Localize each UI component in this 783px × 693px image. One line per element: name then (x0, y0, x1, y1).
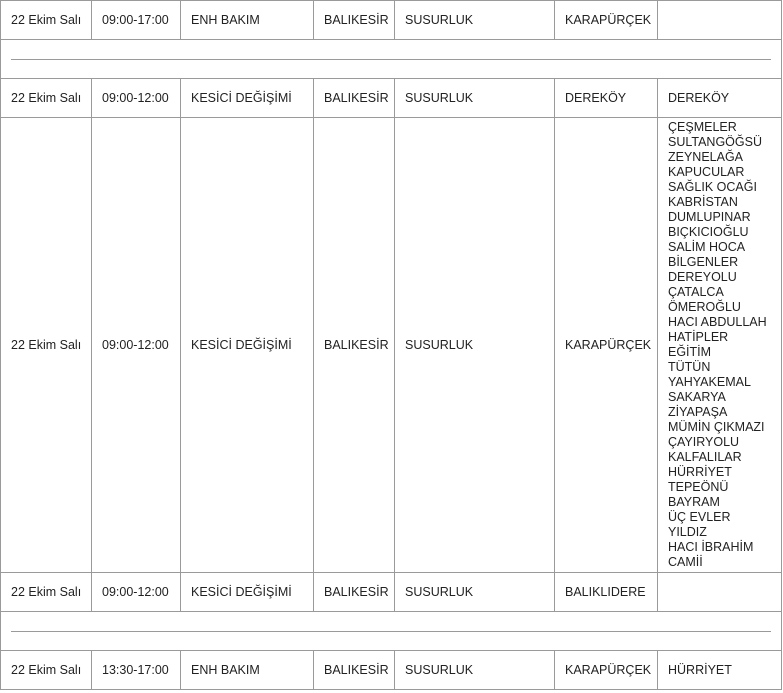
village-cell: BALIKLIDERE (555, 573, 658, 612)
type-cell: ENH BAKIM (181, 651, 314, 690)
city-cell: BALIKESİR (314, 118, 395, 573)
city-cell: BALIKESİR (314, 79, 395, 118)
type-cell: KESİCİ DEĞİŞİMİ (181, 573, 314, 612)
mahalle-item: ZEYNELAĞA (668, 150, 744, 164)
table-row (1, 1, 782, 40)
mahalle-item: ÇAYIRYOLU (668, 435, 740, 449)
type-cell: ENH BAKIM (181, 1, 314, 40)
mahalle-item: MÜMİN ÇIKMAZI (668, 420, 765, 434)
table-row (1, 573, 782, 612)
mahalle-item: HACI İBRAHİM (668, 540, 754, 554)
mahalle-item: KALFALILAR (668, 450, 742, 464)
mahalle-list-cell (658, 118, 782, 573)
mahalle-item: DEREYOLU (668, 270, 737, 284)
mahalle-item: HACI ABDULLAH (668, 315, 767, 329)
separator-cell (1, 612, 782, 651)
village-cell: KARAPÜRÇEK (555, 1, 658, 40)
mahalle-item: ZİYAPAŞA (668, 405, 728, 419)
mahalle-item: SALİM HOCA (668, 240, 746, 254)
mahalle-item: SAKARYA (668, 390, 726, 404)
district-cell: SUSURLUK (395, 573, 555, 612)
type-cell: KESİCİ DEĞİŞİMİ (181, 118, 314, 573)
mahalle-item: ÖMEROĞLU (668, 300, 741, 314)
mahalle-cell: DEREKÖY (658, 79, 782, 118)
date-cell: 22 Ekim Salı (1, 1, 92, 40)
table-row (1, 79, 782, 118)
time-cell: 09:00-17:00 (92, 1, 181, 40)
mahalle-item: BAYRAM (668, 495, 720, 509)
separator-row (1, 40, 782, 79)
mahalle-cell (658, 573, 782, 612)
separator-row (1, 612, 782, 651)
time-cell: 13:30-17:00 (92, 651, 181, 690)
mahalle-item: KABRİSTAN (668, 195, 738, 209)
time-cell: 09:00-12:00 (92, 118, 181, 573)
village-cell: KARAPÜRÇEK (555, 651, 658, 690)
mahalle-item: CAMİİ (668, 555, 703, 569)
district-cell: SUSURLUK (395, 651, 555, 690)
date-cell: 22 Ekim Salı (1, 79, 92, 118)
type-cell: KESİCİ DEĞİŞİMİ (181, 79, 314, 118)
table-row (1, 118, 782, 573)
mahalle-cell: HÜRRİYET (658, 651, 782, 690)
mahalle-item: ÜÇ EVLER (668, 510, 731, 524)
city-cell: BALIKESİR (314, 651, 395, 690)
mahalle-item: BIÇKICIOĞLU (668, 225, 749, 239)
mahalle-item: YILDIZ (668, 525, 707, 539)
city-cell: BALIKESİR (314, 573, 395, 612)
mahalle-item: HATİPLER (668, 330, 729, 344)
city-cell: BALIKESİR (314, 1, 395, 40)
separator-line (11, 59, 771, 60)
village-cell: DEREKÖY (555, 79, 658, 118)
mahalle-cell (658, 1, 782, 40)
date-cell: 22 Ekim Salı (1, 573, 92, 612)
mahalle-item: ÇEŞMELER (668, 120, 737, 134)
separator-line (11, 631, 771, 632)
mahalle-item: SAĞLIK OCAĞI (668, 180, 757, 194)
separator-cell (1, 40, 782, 79)
district-cell: SUSURLUK (395, 79, 555, 118)
village-cell: KARAPÜRÇEK (555, 118, 658, 573)
mahalle-item: TÜTÜN (668, 360, 711, 374)
mahalle-item: HÜRRİYET (668, 465, 732, 479)
district-cell: SUSURLUK (395, 1, 555, 40)
time-cell: 09:00-12:00 (92, 79, 181, 118)
mahalle-item: DUMLUPINAR (668, 210, 751, 224)
mahalle-item: ÇATALCA (668, 285, 724, 299)
mahalle-item: YAHYAKEMAL (668, 375, 751, 389)
mahalle-item: KAPUCULAR (668, 165, 745, 179)
mahalle-item: EĞİTİM (668, 345, 712, 359)
mahalle-list (668, 120, 771, 570)
time-cell: 09:00-12:00 (92, 573, 181, 612)
mahalle-item: TEPEÖNÜ (668, 480, 729, 494)
district-cell: SUSURLUK (395, 118, 555, 573)
table-row (1, 651, 782, 690)
mahalle-item: BİLGENLER (668, 255, 739, 269)
date-cell: 22 Ekim Salı (1, 118, 92, 573)
mahalle-item: SULTANGÖĞSÜ (668, 135, 762, 149)
date-cell: 22 Ekim Salı (1, 651, 92, 690)
